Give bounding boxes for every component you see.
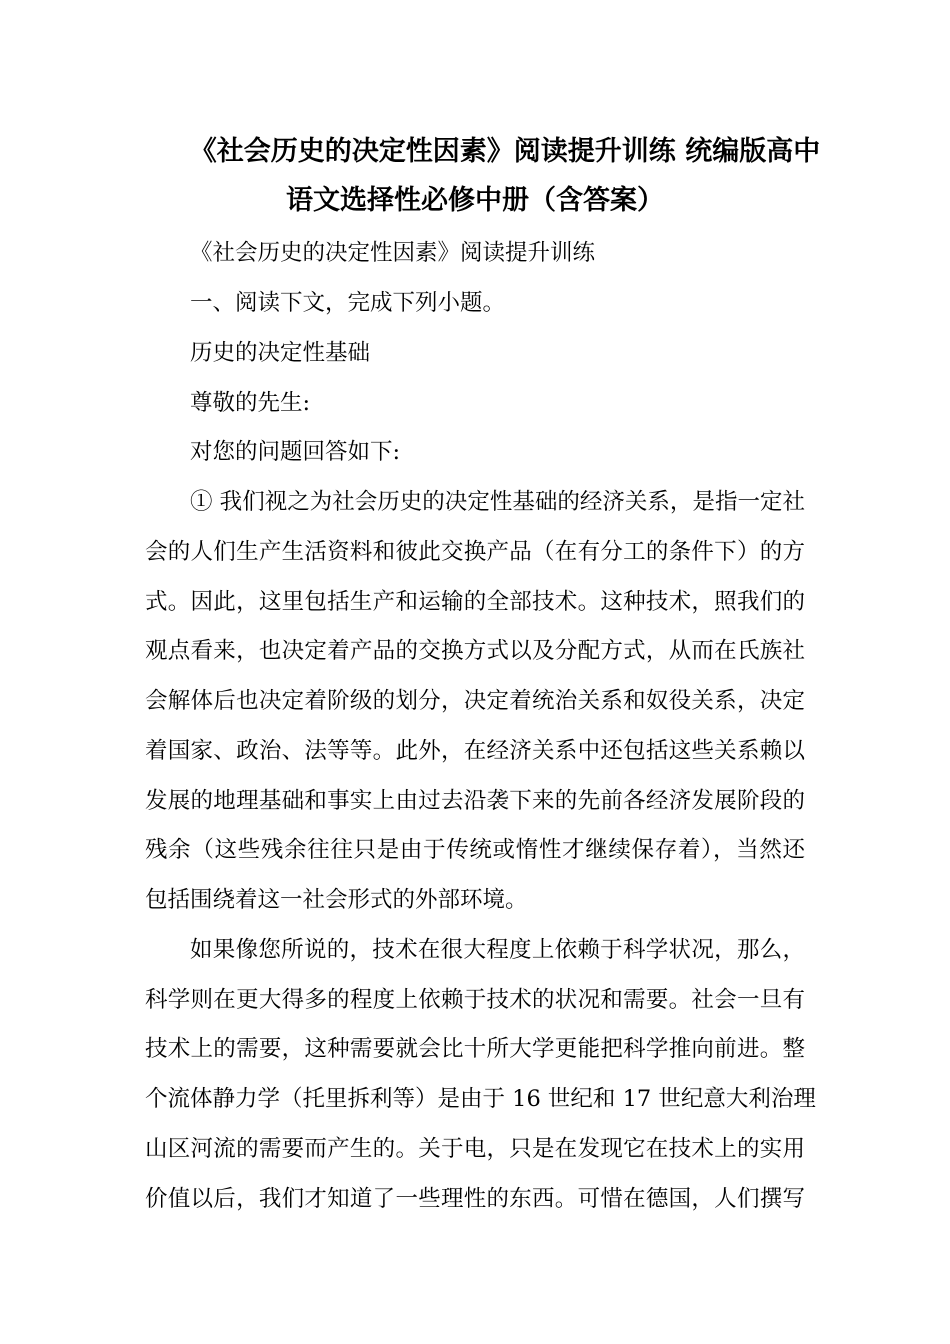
- paragraph-1-line-4: 观点看来，也决定着产品的交换方式以及分配方式，从而在氏族社: [145, 638, 805, 664]
- letter-opening: 对您的问题回答如下:: [190, 439, 401, 465]
- question-instruction: 一、阅读下文，完成下列小题。: [190, 290, 506, 316]
- paragraph-2-line-4: 个流体静力学（托里拆利等）是由于 16 世纪和 17 世纪意大利治理: [145, 1086, 816, 1112]
- document-title-line-2: 语文选择性必修中册（含答案）: [286, 185, 664, 216]
- letter-salutation: 尊敬的先生:: [190, 390, 311, 416]
- paragraph-2-line-3: 技术上的需要，这种需要就会比十所大学更能把科学推向前进。整: [145, 1036, 805, 1062]
- paragraph-1-line-5: 会解体后也决定着阶级的划分，决定着统治关系和奴役关系，决定: [145, 688, 805, 714]
- paragraph-1-line-3: 式。因此，这里包括生产和运输的全部技术。这种技术，照我们的: [145, 589, 805, 615]
- paragraph-1-line-8: 残余（这些残余往往只是由于传统或惰性才继续保存着），当然还: [145, 837, 805, 863]
- document-title-line-1: 《社会历史的决定性因素》阅读提升训练 统编版高中: [189, 136, 821, 167]
- paragraph-2-line-2: 科学则在更大得多的程度上依赖于技术的状况和需要。社会一旦有: [145, 987, 805, 1013]
- paragraph-2-line-1: 如果像您所说的，技术在很大程度上依赖于科学状况，那么，: [190, 937, 805, 963]
- subtitle-line: 《社会历史的决定性因素》阅读提升训练: [190, 240, 596, 266]
- paragraph-1-line-1: ① 我们视之为社会历史的决定性基础的经济关系，是指一定社: [190, 489, 805, 515]
- paragraph-1-line-9: 包括围绕着这一社会形式的外部环境。: [145, 887, 528, 913]
- paragraph-1-line-6: 着国家、政治、法等等。此外，在经济关系中还包括这些关系赖以: [145, 738, 805, 764]
- paragraph-1-line-7: 发展的地理基础和事实上由过去沿袭下来的先前各经济发展阶段的: [145, 788, 805, 814]
- article-title: 历史的决定性基础: [190, 340, 371, 366]
- paragraph-2-line-5: 山区河流的需要而产生的。关于电，只是在发现它在技术上的实用: [145, 1136, 805, 1162]
- paragraph-2-line-6: 价值以后，我们才知道了一些理性的东西。可惜在德国，人们撰写: [145, 1186, 805, 1212]
- paragraph-1-line-2: 会的人们生产生活资料和彼此交换产品（在有分工的条件下）的方: [145, 539, 805, 565]
